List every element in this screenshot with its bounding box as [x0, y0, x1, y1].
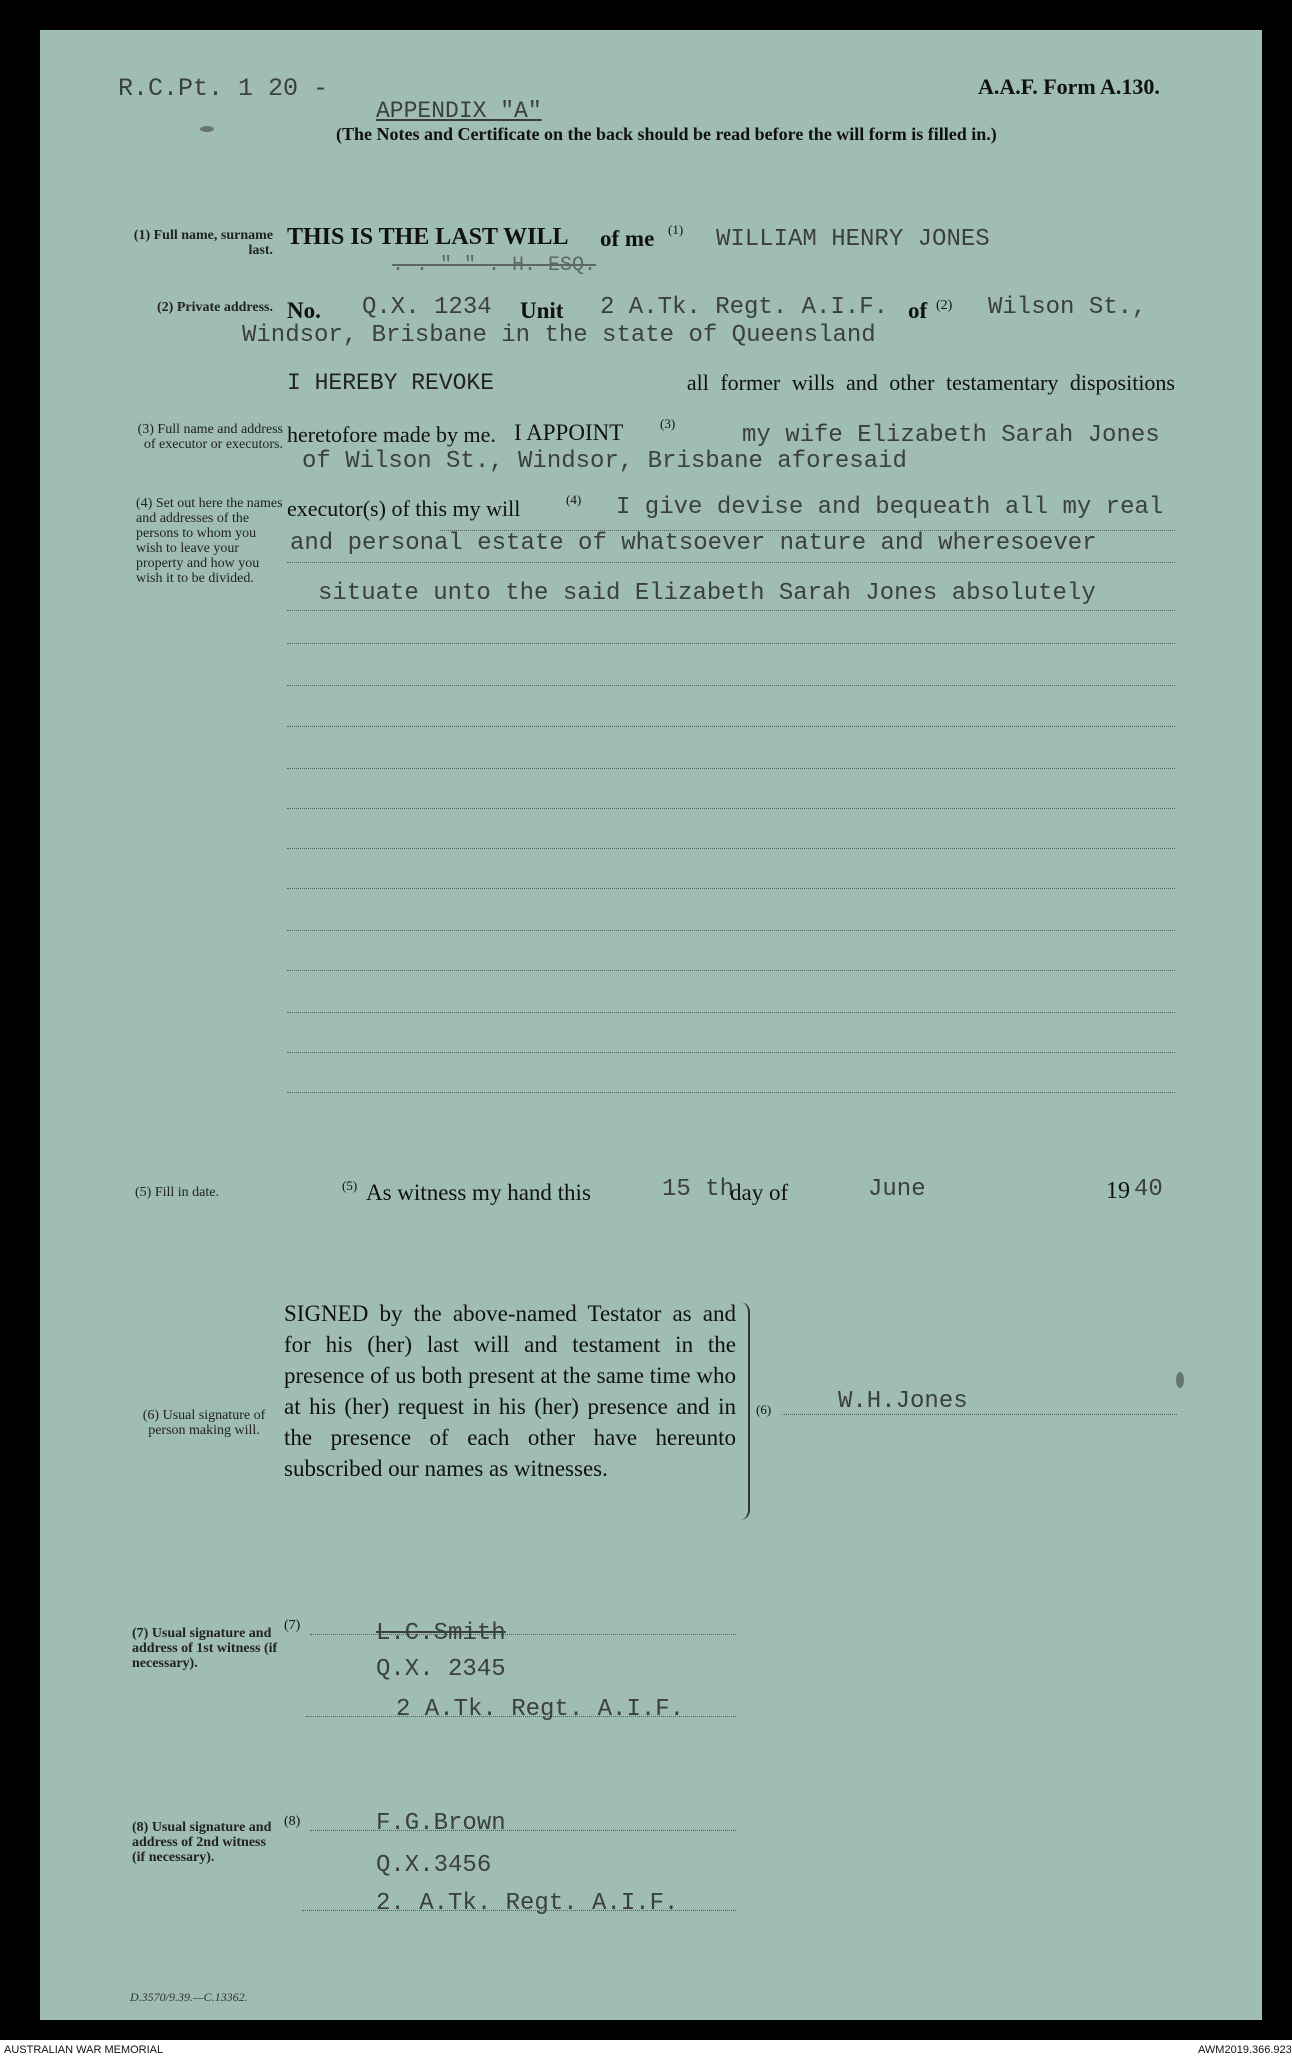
witness1-number: Q.X. 2345 [376, 1656, 506, 1683]
appoint-label: I APPOINT [514, 420, 624, 445]
ruled-line [287, 1052, 1175, 1053]
witness2-name-line [310, 1830, 736, 1831]
ink-mark [200, 126, 214, 132]
ruled-line [287, 562, 1175, 563]
witness1-name-line [310, 1634, 736, 1635]
witness2-number: Q.X.3456 [376, 1852, 492, 1879]
instruction-text: (The Notes and Certificate on the back should be read before the will form is filled in.) [336, 124, 997, 144]
will-form-page [40, 30, 1262, 2020]
struck-honorific: . . " " . H. ESQ. [392, 254, 597, 277]
date-day: 15 th [662, 1176, 735, 1203]
no-label: No. [287, 298, 321, 323]
testator-name: WILLIAM HENRY JONES [716, 226, 990, 253]
executors-label: executor(s) of this my will [287, 496, 521, 521]
bequest-line-1: I give devise and bequeath all my real [616, 494, 1164, 521]
note-beneficiaries: (4) Set out here the names and addresses of the persons to whom you wish to leave your property and how you wish it to be divided. [136, 496, 283, 586]
note-full-name: (1) Full name, surname last. [133, 228, 273, 258]
mark-8: (8) [284, 1814, 301, 1829]
note-testator-signature: (6) Usual signature of person making will. [142, 1408, 266, 1438]
ruled-line [287, 1092, 1175, 1093]
brace [740, 1302, 750, 1520]
archive-footer [0, 2040, 1292, 2061]
ink-spot [1176, 1372, 1184, 1388]
witness1-unit: 2 A.Tk. Regt. A.I.F. [396, 1696, 685, 1723]
footer-right: AWM2019.366.923 [1198, 2044, 1292, 2056]
date-month: June [868, 1176, 926, 1203]
mark-7: (7) [284, 1618, 301, 1633]
note-witness1: (7) Usual signature and address of 1st witness (if necessary). [132, 1626, 278, 1671]
witness2-name: F.G.Brown [376, 1810, 506, 1837]
appendix-heading: APPENDIX "A" [376, 98, 542, 124]
revoke-rest: all former wills and other testamentary dispositions [686, 370, 1175, 395]
footer-left: AUSTRALIAN WAR MEMORIAL [4, 2044, 164, 2056]
mark-5: (5) [342, 1178, 358, 1193]
ruled-line [287, 888, 1175, 889]
note-fill-date: (5) Fill in date. [135, 1185, 219, 1200]
of-me-label: of me [600, 226, 655, 251]
form-reference: R.C.Pt. 1 20 - [118, 74, 329, 103]
of-label: of [908, 298, 928, 323]
unit-value: 2 A.Tk. Regt. A.I.F. [600, 294, 889, 321]
revoke-line [287, 370, 1175, 396]
mark-6: (6) [756, 1402, 772, 1417]
executor-line-1: my wife Elizabeth Sarah Jones [742, 422, 1160, 449]
unit-label: Unit [520, 298, 564, 323]
executor-line-2: of Wilson St., Windsor, Brisbane aforesaid [302, 448, 907, 475]
print-reference: D.3570/9.39.—C.13362. [130, 1990, 248, 2004]
mark-4: (4) [566, 492, 582, 507]
ruled-line [287, 643, 1175, 644]
mark-3: (3) [660, 416, 676, 431]
note-witness2: (8) Usual signature and address of 2nd witness (if necessary). [132, 1820, 272, 1865]
attestation-clause: SIGNED by the above-named Testator as and for his (her) last will and testament in the presence of us both present at the same time who at his (her) request in his (her) presence and in the presence of each other have hereunto subscribed our names as witnesses. [284, 1301, 736, 1481]
ruled-line [287, 1012, 1175, 1013]
address-line-2: Windsor, Brisbane in the state of Queensland [242, 322, 876, 349]
form-number: A.A.F. Form A.130. [978, 74, 1160, 99]
bequest-line-2: and personal estate of whatsoever nature and wheresoever [290, 530, 1097, 557]
ruled-line [287, 610, 1175, 611]
witness-hand-label: As witness my hand this [366, 1180, 591, 1205]
last-will-label: THIS IS THE LAST WILL [287, 224, 569, 250]
address-line-1: Wilson St., [988, 294, 1147, 321]
witness1-name: L.C.Smith [376, 1620, 506, 1647]
testator-signature: W.H.Jones [838, 1388, 968, 1415]
ruled-line [287, 768, 1175, 769]
ruled-line [287, 726, 1175, 727]
revoke-bold: I HEREBY REVOKE [287, 370, 495, 396]
ruled-line [287, 848, 1175, 849]
date-century: 19 [1106, 1178, 1130, 1204]
ruled-line [287, 970, 1175, 971]
witness2-unit: 2. A.Tk. Regt. A.I.F. [376, 1890, 679, 1917]
day-of-label: day of [730, 1180, 789, 1205]
ruled-line [287, 685, 1175, 686]
mark-2: (2) [936, 298, 953, 313]
bequest-line-3: situate unto the said Elizabeth Sarah Jones absolutely [318, 580, 1096, 607]
service-number: Q.X. 1234 [362, 294, 492, 321]
ruled-line [440, 530, 1175, 531]
mark-1: (1) [668, 222, 684, 237]
date-year: 40 [1134, 1176, 1163, 1203]
note-executors: (3) Full name and address of executor or executors. [137, 422, 283, 452]
note-private-address: (2) Private address. [157, 300, 273, 315]
ruled-line [287, 930, 1175, 931]
heretofore-label: heretofore made by me. [287, 422, 496, 447]
ruled-line [287, 808, 1175, 809]
